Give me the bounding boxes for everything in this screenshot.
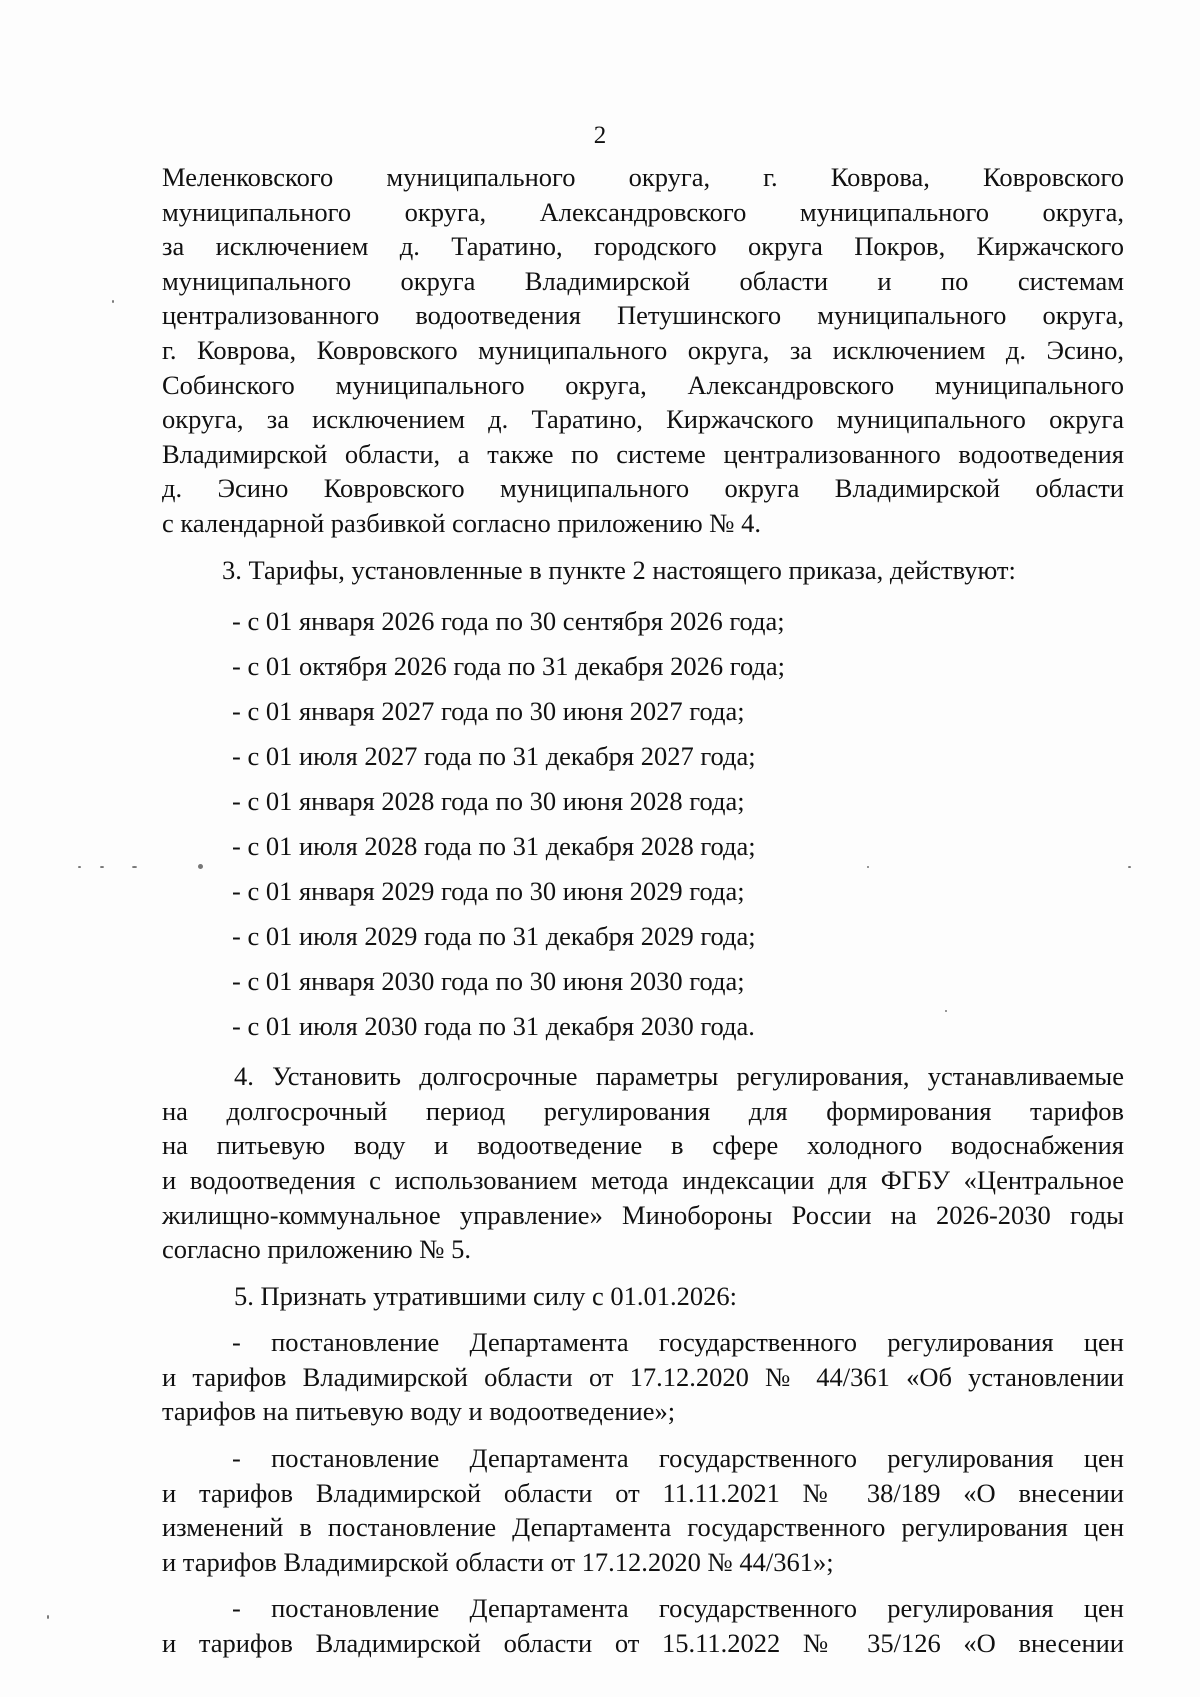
text-line: Владимирской области, а также по системе централизованного водоотведения <box>162 438 1124 469</box>
text-line: - постановление Департамента государственного регулирования цен <box>232 1327 1124 1358</box>
list-item: - с 01 января 2030 года по 30 июня 2030 года; <box>232 966 745 997</box>
text-line: и тарифов Владимирской области от 17.12.2020 № 44/361»; <box>162 1546 834 1577</box>
list-item: - с 01 октября 2026 года по 31 декабря 2026 года; <box>232 651 786 682</box>
text-line: муниципального округа, Александровского муниципального округа, <box>162 196 1124 227</box>
text-line: и водоотведения с использованием метода индексации для ФГБУ «Центральное <box>162 1164 1124 1195</box>
repeal-item <box>162 1441 1124 1579</box>
scan-speck <box>112 300 114 303</box>
text-line: 4. Установить долгосрочные параметры регулирования, устанавливаемые <box>234 1061 1124 1092</box>
list-item: - с 01 января 2028 года по 30 июня 2028 года; <box>232 786 745 817</box>
text-line: и тарифов Владимирской области от 17.12.2020 № 44/361 «Об установлении <box>162 1361 1124 1392</box>
scan-speck <box>132 866 137 868</box>
text-line: - постановление Департамента государственного регулирования цен <box>232 1593 1124 1624</box>
document-body <box>162 160 1124 1661</box>
text-line: г. Коврова, Ковровского муниципального округа, за исключением д. Эсино, <box>162 334 1124 365</box>
text-line: Собинского муниципального округа, Александровского муниципального <box>162 369 1124 400</box>
scan-speck <box>78 866 81 868</box>
scan-speck <box>1128 866 1131 868</box>
scan-speck <box>945 1010 947 1012</box>
list-item: - с 01 января 2029 года по 30 июня 2029 года; <box>232 876 745 907</box>
text-line: д. Эсино Ковровского муниципального округа Владимирской области <box>162 473 1124 504</box>
text-line: жилищно-коммунальное управление» Минобороны России на 2026-2030 годы <box>162 1199 1124 1230</box>
list-item: - с 01 июля 2028 года по 31 декабря 2028 года; <box>232 831 756 862</box>
text-line: Меленковского муниципального округа, г. Коврова, Ковровского <box>162 162 1124 192</box>
tariff-periods-list <box>162 599 1124 1049</box>
scan-speck <box>100 866 104 868</box>
text-line: тарифов на питьевую воду и водоотведение»; <box>162 1396 676 1427</box>
scan-speck <box>867 866 869 868</box>
text-line: на питьевую воду и водоотведение в сфере холодного водоснабжения <box>162 1130 1124 1161</box>
text-line: округа, за исключением д. Таратино, Киржачского муниципального округа <box>162 404 1124 435</box>
paragraph-continuation <box>162 160 1124 541</box>
text-line: согласно приложению № 5. <box>162 1234 472 1265</box>
repeal-item <box>162 1325 1124 1429</box>
list-item: - с 01 января 2027 года по 30 июня 2027 года; <box>232 696 745 727</box>
list-item: - с 01 июля 2030 года по 31 декабря 2030 года. <box>232 1011 755 1042</box>
scan-speck <box>47 1615 49 1619</box>
page-number: 2 <box>593 122 607 149</box>
text-line: на долгосрочный период регулирования для формирования тарифов <box>162 1095 1124 1126</box>
text-line: и тарифов Владимирской области от 15.11.2022 № 35/126 «О внесении <box>162 1628 1124 1659</box>
list-item: - с 01 января 2026 года по 30 сентября 2026 года; <box>232 606 785 637</box>
text-line: изменений в постановление Департамента государственного регулирования цен <box>162 1512 1124 1543</box>
text-line: и тарифов Владимирской области от 11.11.2021 № 38/189 «О внесении <box>162 1477 1124 1508</box>
paragraph-3-heading: 3. Тарифы, установленные в пункте 2 настоящего приказа, действуют: <box>222 554 1016 585</box>
scan-speck <box>198 864 203 869</box>
text-line: централизованного водоотведения Петушинского муниципального округа, <box>162 300 1124 331</box>
text-line: с календарной разбивкой согласно приложению № 4. <box>162 507 762 538</box>
text-line: муниципального округа Владимирской области и по системам <box>162 265 1124 296</box>
list-item: - с 01 июля 2029 года по 31 декабря 2029 года; <box>232 921 756 952</box>
text-line: - постановление Департамента государственного регулирования цен <box>232 1443 1124 1474</box>
paragraph-4 <box>162 1059 1124 1267</box>
list-item: - с 01 июля 2027 года по 31 декабря 2027 года; <box>232 741 756 772</box>
paragraph-5-heading: 5. Признать утратившими силу с 01.01.2026: <box>234 1280 738 1311</box>
repeal-item <box>162 1591 1124 1660</box>
text-line: за исключением д. Таратино, городского округа Покров, Киржачского <box>162 231 1124 262</box>
